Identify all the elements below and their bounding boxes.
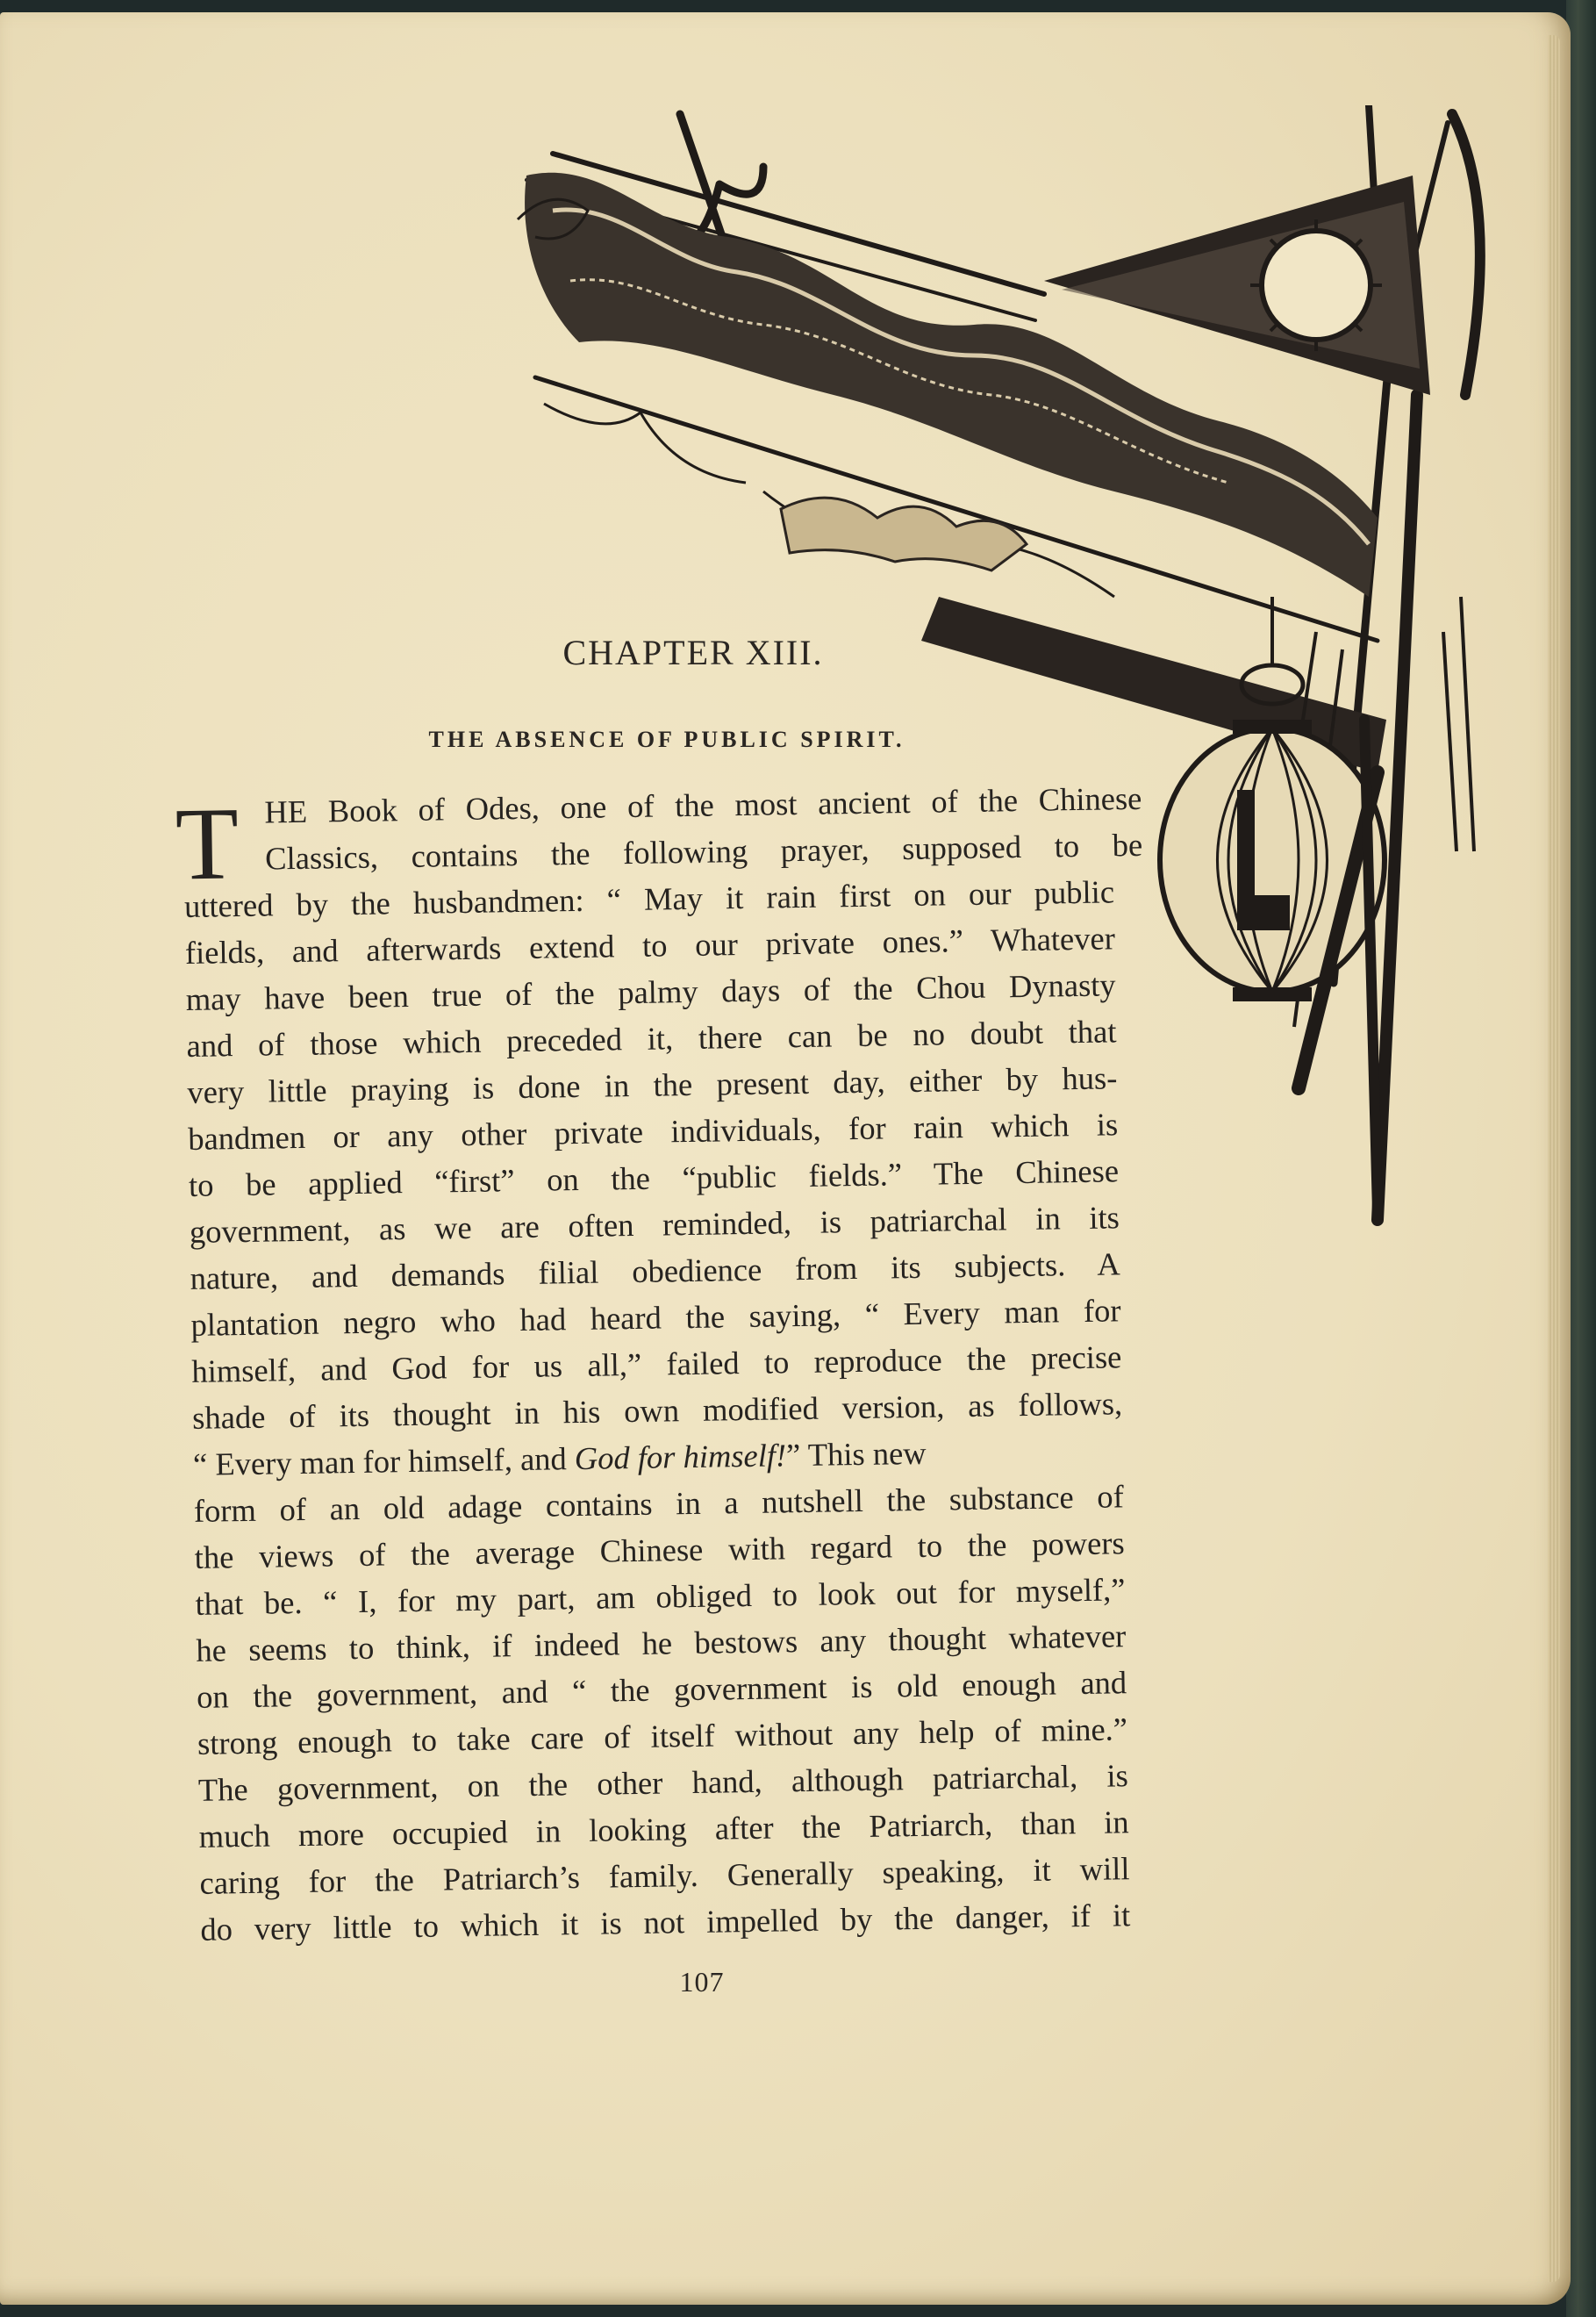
- page-number: 107: [679, 1966, 725, 1998]
- text-line: plantation negro who had heard the saying, “ Every man for: [190, 1292, 1121, 1343]
- text-line: government, as we are often reminded, is patriarchal in its: [189, 1199, 1120, 1250]
- text-line: form of an old adage contains in a nutshell the substance of: [193, 1478, 1125, 1529]
- text-line: to be applied “first” on the “public fields.” The Chinese: [188, 1152, 1120, 1203]
- text-line: HE Book of Odes, one of the most ancient of the Chinese: [264, 779, 1142, 830]
- text-line: caring for the Patriarch’s family. Generally speaking, it will: [199, 1850, 1130, 1901]
- book-cover-edge: [1566, 0, 1596, 2317]
- text-line: very little praying is done in the present day, either by hus-: [187, 1059, 1118, 1110]
- chapter-subtitle: THE ABSENCE OF PUBLIC SPIRIT.: [428, 727, 905, 752]
- chapter-title: CHAPTER XIII.: [562, 633, 824, 672]
- text-line: fields, and afterwards extend to our private ones.” Whatever: [184, 920, 1116, 971]
- text-line: may have been true of the palmy days of the Chou Dynasty: [185, 966, 1116, 1017]
- body-text: [183, 774, 1201, 1953]
- text-line: strong enough to take care of itself without any help of mine.”: [197, 1711, 1128, 1761]
- text-line: The government, on the other hand, although patriarchal, is: [197, 1757, 1129, 1808]
- text-segment: ” This new: [785, 1434, 927, 1474]
- drop-cap: T: [174, 785, 240, 902]
- text-segment: “ Every man for himself, and: [192, 1440, 568, 1482]
- text-line: on the government, and “ the government is old enough and: [196, 1664, 1127, 1715]
- page-edges: [1548, 35, 1560, 2282]
- text-line: uttered by the husbandmen: “ May it rain first on our public: [183, 873, 1115, 924]
- text-line: and of those which preceded it, there can be no doubt that: [186, 1013, 1117, 1064]
- text-line: shade of its thought in his own modified version, as follows,: [191, 1385, 1123, 1436]
- text-line: bandmen or any other private individuals, for rain which is: [187, 1106, 1119, 1157]
- text-line: much more occupied in looking after the Patriarch, than in: [198, 1804, 1129, 1854]
- text-line: himself, and God for us all,” failed to reproduce the precise: [191, 1338, 1122, 1389]
- italic-text: God for himself!: [574, 1437, 787, 1477]
- text-line: nature, and demands filial obedience from its subjects. A: [190, 1245, 1120, 1296]
- text-line: the views of the average Chinese with regard to the powers: [194, 1524, 1125, 1575]
- text-line: do very little to which it is not impelled by the danger, if it: [200, 1897, 1131, 1948]
- text-line: that be. “ I, for my part, am obliged to look out for myself,”: [195, 1571, 1126, 1622]
- text-line: Classics, contains the following prayer, supposed to be: [264, 826, 1143, 877]
- text-line: he seems to think, if indeed he bestows any thought whatever: [196, 1618, 1127, 1668]
